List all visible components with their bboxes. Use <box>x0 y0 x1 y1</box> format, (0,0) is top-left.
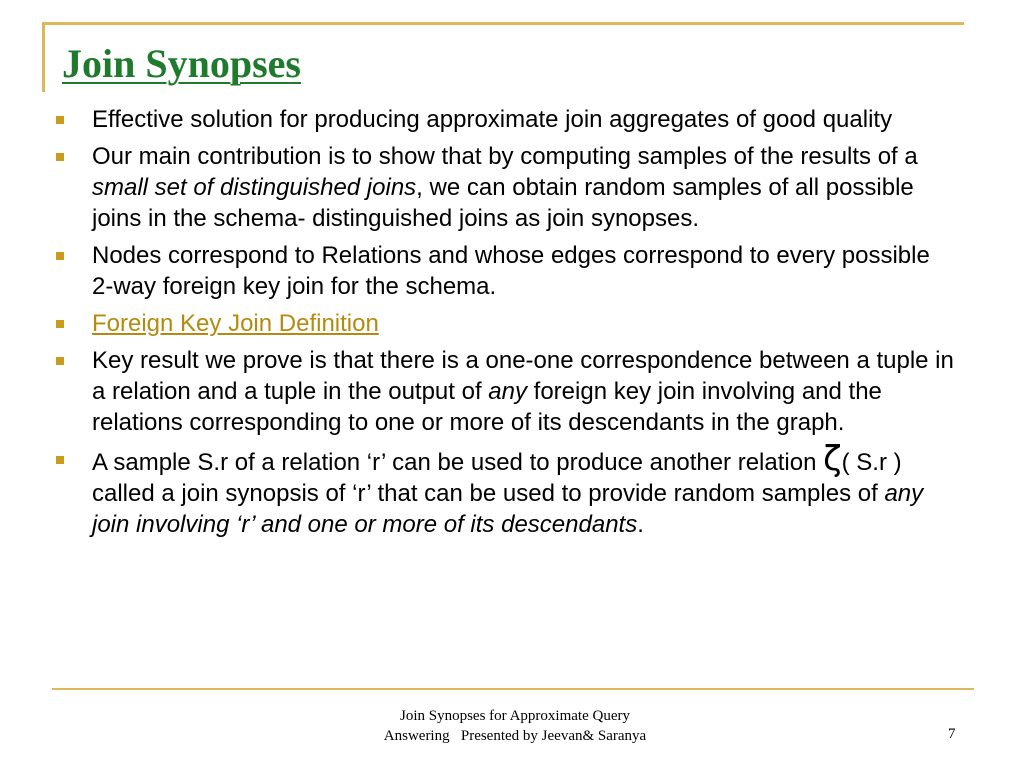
bullet-item <box>56 308 956 339</box>
bullet-text: Nodes correspond to Relations and whose edges correspond to every possible 2-way foreign key join for the schema. <box>92 242 930 300</box>
bullet-text: foreign key join involving and the relations corresponding to one or more of its descendants in the graph. <box>92 378 882 436</box>
square-bullet-icon <box>56 320 64 328</box>
bullet-text: . <box>637 511 644 538</box>
bullet-item <box>56 240 956 302</box>
bullet-text-italic: any join involving ‘r’ and one or more of its descendants <box>92 480 924 538</box>
bullet-text-italic: any <box>488 378 527 405</box>
square-bullet-icon <box>56 153 64 161</box>
bullet-text: A sample S.r of a relation ‘r’ can be used to produce another relation <box>92 449 824 476</box>
square-bullet-icon <box>56 456 64 464</box>
top-border-line <box>42 22 964 25</box>
bullet-text: Key result we prove is that there is a one-one correspondence between a tuple in a relation and a tuple in the output of <box>92 347 954 405</box>
slide-title[interactable]: Join Synopses <box>62 41 301 86</box>
footer-divider <box>52 688 974 690</box>
bullet-item <box>56 439 956 540</box>
footer-line-2: Answering Presented by Jeevan& Saranya <box>383 728 647 744</box>
bullet-list <box>56 104 956 546</box>
bullet-text: Effective solution for producing approximate join aggregates of good quality <box>92 106 893 133</box>
bullet-text-italic: small set of distinguished joins <box>92 174 417 201</box>
bullet-text: , we can obtain random samples of all possible joins in the schema- distinguished joins as join synopses. <box>92 174 914 232</box>
page-number: 7 <box>948 726 956 742</box>
bullet-item <box>56 141 956 234</box>
left-border-line <box>42 22 45 92</box>
bullet-item <box>56 345 956 438</box>
square-bullet-icon <box>56 252 64 260</box>
foreign-key-join-definition-link[interactable]: Foreign Key Join Definition <box>92 310 379 337</box>
square-bullet-icon <box>56 357 64 365</box>
bullet-item <box>56 104 956 135</box>
square-bullet-icon <box>56 116 64 124</box>
footer-caption <box>330 706 700 746</box>
bullet-text: Our main contribution is to show that by computing samples of the results of a <box>92 143 918 170</box>
footer-line-1: Join Synopses for Approximate Query <box>400 708 630 724</box>
bullet-text: ( S.r ) called a join synopsis of ‘r’ that can be used to provide random samples of <box>92 449 902 507</box>
zeta-symbol: ζ <box>823 439 842 479</box>
